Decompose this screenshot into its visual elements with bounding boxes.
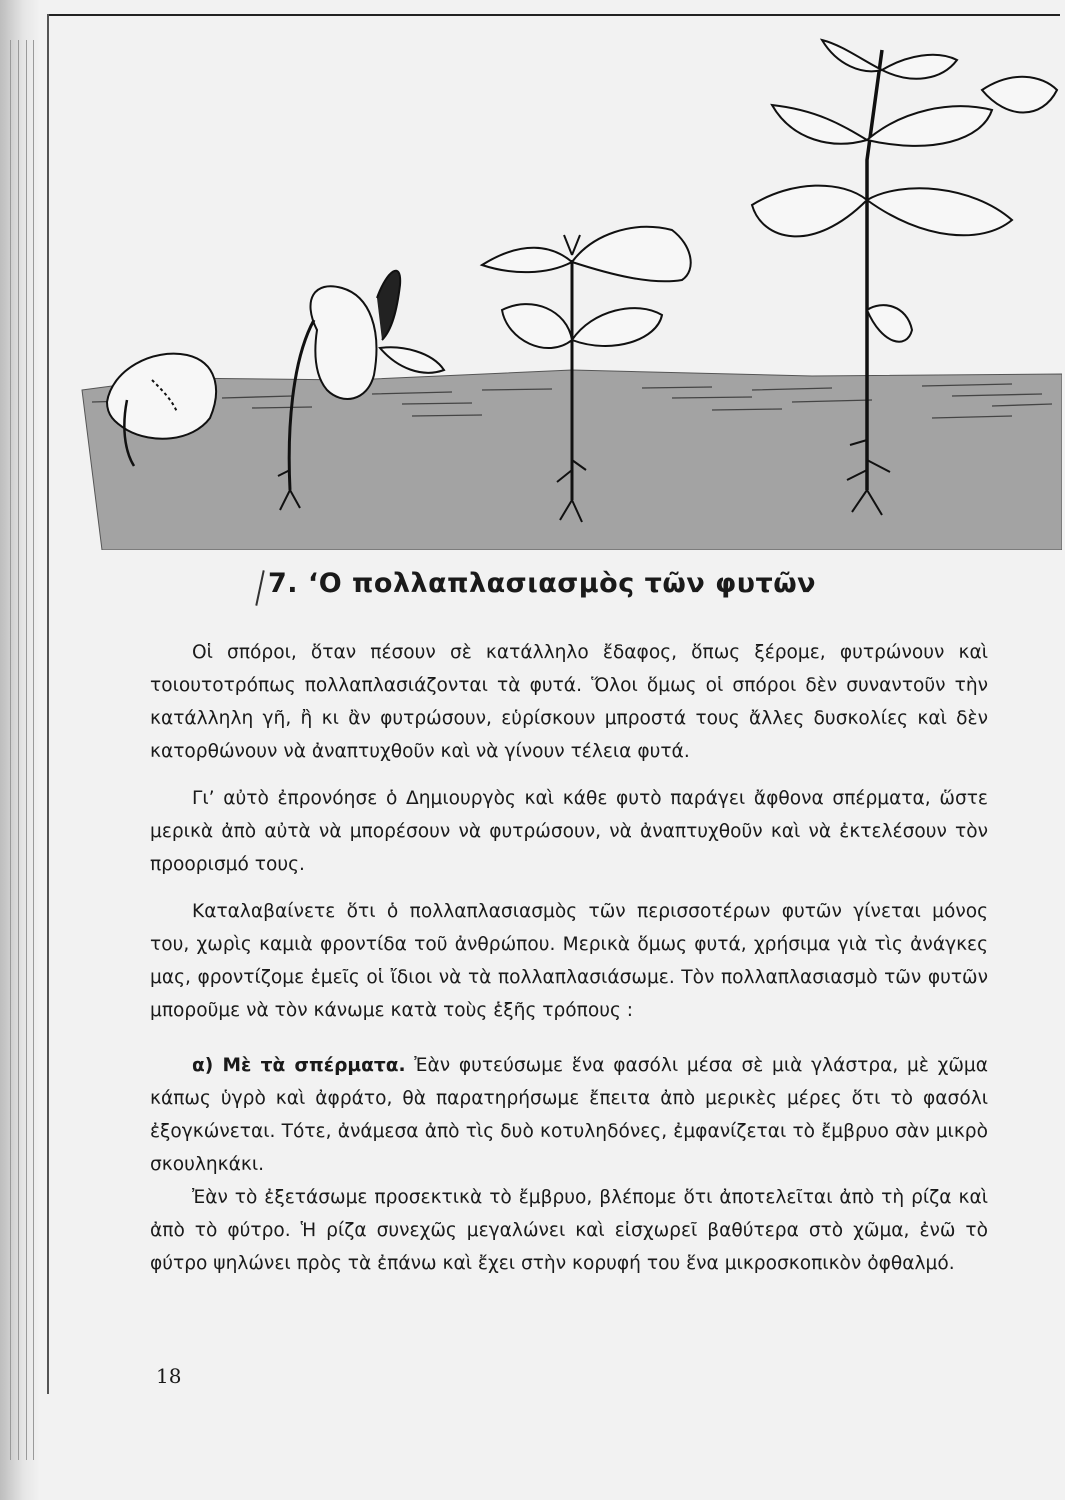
bean-germination-illustration: [52, 30, 1062, 550]
page-edge-line: [18, 40, 19, 1460]
paragraph-1: Οἱ σπόροι, ὅταν πέσουν σὲ κατάλληλο ἔδαφος, ὅπως ξέρομε, φυτρώνουν καὶ τοιουτοτρόπως πολλαπλασιάζονται τὰ φυτά. Ὅλοι ὅμως οἱ σπόροι δὲν συναντοῦν τὴν κατάλληλη γῆ, ἢ κι ἂν φυτρώσουν, εὑρίσκουν μπροστά τους ἄλλες δυσκολίες καὶ δὲν κατορθώνουν νὰ ἀναπτυχθοῦν καὶ νὰ γίνουν τέλεια φυτά.: [150, 642, 988, 762]
page-edge-line: [26, 40, 27, 1460]
handwritten-mark: [255, 570, 264, 606]
section-title: 7. ‘Ο πολλαπλασιασμὸς τῶν φυτῶν: [268, 568, 817, 599]
page-number: 18: [156, 1364, 182, 1388]
paragraph-final: Ἐὰν τὸ ἐξετάσωμε προσεκτικὰ τὸ ἔμβρυο, βλέπομε ὅτι ἀποτελεῖται ἀπὸ τὴ ρίζα καὶ ἀπὸ τὸ φύτρο. Ἡ ρίζα συνεχῶς μεγαλώνει καὶ εἰσχωρεῖ βαθύτερα στὸ χῶμα, ἐνῶ τὸ φύτρο ψηλώνει πρὸς τὰ ἐπάνω καὶ ἔχει στὴν κορυφή του ἕνα μικροσκοπικὸν ὀφθαλμό.: [150, 1187, 988, 1274]
page-edge-line: [10, 40, 11, 1460]
left-border-rule: [47, 14, 49, 1394]
paragraph-method-a: [150, 1049, 988, 1181]
top-border-rule: [48, 14, 1060, 16]
book-binding-edge: [0, 0, 40, 1500]
paragraph-2: Γι’ αὐτὸ ἐπρονόησε ὁ Δημιουργὸς καὶ κάθε φυτὸ παράγει ἄφθονα σπέρματα, ὥστε μερικὰ ἀπὸ αὐτὰ νὰ μπορέσουν νὰ φυτρώσουν, νὰ ἀναπτυχθοῦν καὶ νὰ ἐκτελέσουν τὸν προορισμό τους.: [150, 788, 988, 875]
body-text: [150, 636, 988, 1280]
method-a-text: Ἐὰν φυτεύσωμε ἕνα φασόλι μέσα σὲ μιὰ γλάστρα, μὲ χῶμα κάπως ὑγρὸ καὶ ἀφράτο, θὰ παρατηρήσωμε ἔπειτα ἀπὸ μερικὲς μέρες ὅτι τὸ φασόλι ἐξογκώνεται. Τότε, ἀνάμεσα ἀπὸ τὶς δυὸ κοτυληδόνες, ἐμφανίζεται τὸ ἔμβρυο σὰν μικρὸ σκουληκάκι.: [150, 1055, 989, 1175]
paragraph-3: Καταλαβαίνετε ὅτι ὁ πολλαπλασιασμὸς τῶν περισσοτέρων φυτῶν γίνεται μόνος του, χωρὶς καμιὰ φροντίδα τοῦ ἀνθρώπου. Μερικὰ ὅμως φυτά, χρήσιμα γιὰ τὶς ἀνάγκες μας, φροντίζομε ἐμεῖς οἱ ἴδιοι νὰ τὰ πολλαπλασιάσωμε. Τὸν πολλαπλασιασμὸ τῶν φυτῶν μποροῦμε νὰ τὸν κάνωμε κατὰ τοὺς ἑξῆς τρόπους :: [150, 901, 988, 1021]
method-a-heading: α) Μὲ τὰ σπέρματα.: [192, 1055, 406, 1076]
page-edge-line: [33, 40, 34, 1460]
